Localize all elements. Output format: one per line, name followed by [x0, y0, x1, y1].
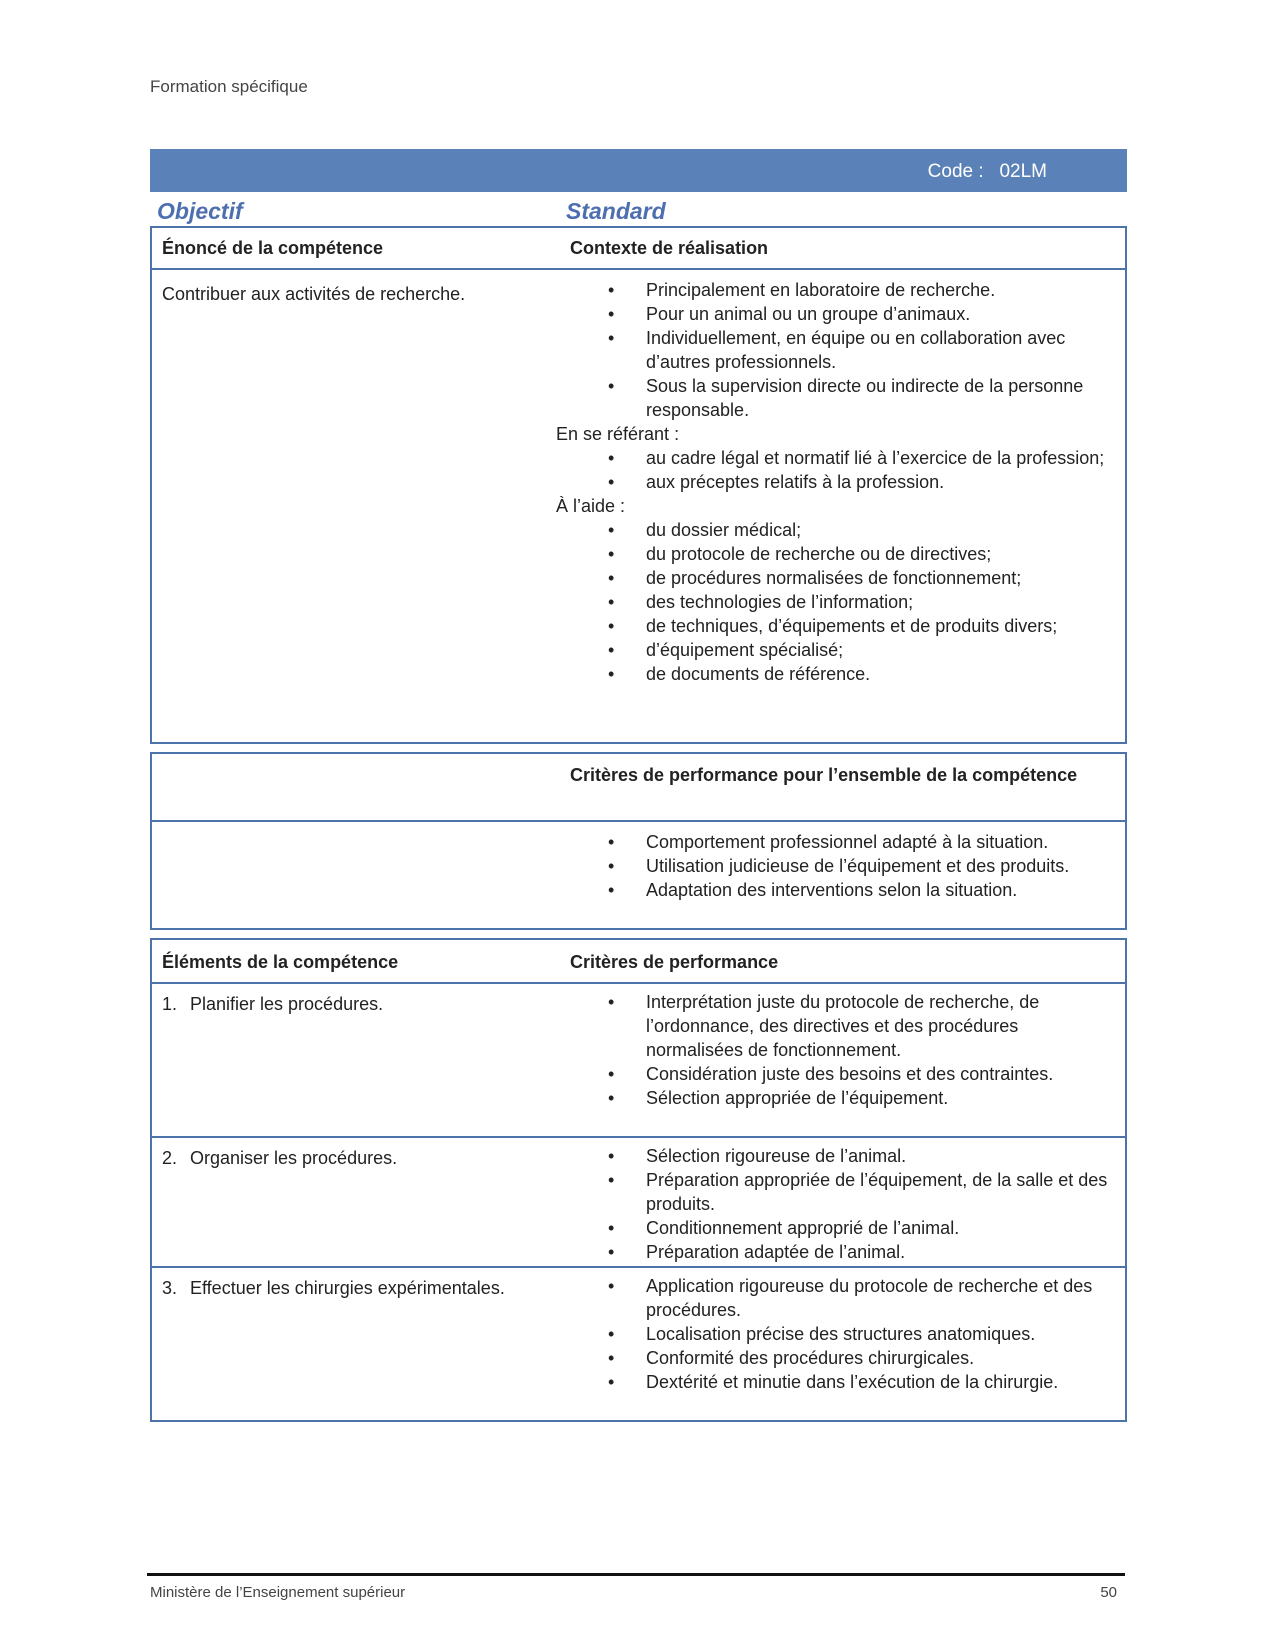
list-item: • du protocole de recherche ou de directives; [570, 542, 1110, 566]
overall-criteria-heading: Critères de performance pour l’ensemble de la compétence [570, 765, 1078, 785]
element-row [152, 1138, 1125, 1268]
list-item: • Adaptation des interventions selon la situation. [570, 878, 1110, 902]
competence-statement-section [150, 226, 1127, 744]
list-item: • de documents de référence. [570, 662, 1110, 686]
footer-rule [147, 1573, 1125, 1576]
element-item [162, 992, 570, 1016]
footer-ministry: Ministère de l’Enseignement supérieur [150, 1584, 406, 1601]
elements-heading: Éléments de la compétence [162, 952, 399, 972]
list-item: • de procédures normalisées de fonctionnement; [570, 566, 1110, 590]
list-item: • Pour un animal ou un groupe d’animaux. [570, 302, 1110, 326]
section-header [152, 940, 1125, 984]
criteria-item: • Conformité des procédures chirurgicales. [570, 1346, 1110, 1370]
list-item: • du dossier médical; [570, 518, 1110, 542]
criteria-list [570, 1274, 1110, 1394]
overall-criteria-block [570, 830, 1110, 902]
aid-list [570, 518, 1110, 686]
criteria-block [570, 1274, 1110, 1394]
list-item: • de techniques, d’équipements et de produits divers; [570, 614, 1110, 638]
objective-column-title: Objectif [157, 198, 243, 224]
list-item: • d’équipement spécialisé; [570, 638, 1110, 662]
criteria-heading: Critères de performance [570, 952, 779, 972]
overall-criteria-section [150, 752, 1127, 930]
overall-criteria-list [570, 830, 1110, 902]
elements-section [150, 938, 1127, 1422]
element-number: 3. [162, 1278, 178, 1298]
list-item: • au cadre légal et normatif lié à l’exercice de la profession; [570, 446, 1110, 470]
referring-list [570, 446, 1110, 494]
aid-label: À l’aide : [556, 496, 626, 516]
competence-statement-heading: Énoncé de la compétence [162, 238, 384, 258]
referring-label: En se référant : [556, 424, 680, 444]
standard-column-title: Standard [566, 198, 666, 224]
criteria-block [570, 990, 1110, 1110]
context-block [556, 278, 1110, 686]
criteria-item: • Application rigoureuse du protocole de recherche et des procédures. [570, 1274, 1110, 1322]
context-heading: Contexte de réalisation [570, 238, 769, 258]
criteria-item: • Sélection rigoureuse de l’animal. [570, 1144, 1110, 1168]
criteria-list [570, 990, 1110, 1110]
criteria-item: • Préparation appropriée de l’équipement, de la salle et des produits. [570, 1168, 1110, 1216]
element-text: Organiser les procédures. [190, 1148, 398, 1168]
criteria-item: • Sélection appropriée de l’équipement. [570, 1086, 1110, 1110]
element-text: Effectuer les chirurgies expérimentales. [190, 1278, 505, 1298]
criteria-item: • Considération juste des besoins et des contraintes. [570, 1062, 1110, 1086]
context-list [570, 278, 1110, 422]
element-text: Planifier les procédures. [190, 994, 384, 1014]
list-item: • Sous la supervision directe ou indirecte de la personne responsable. [570, 374, 1110, 422]
element-item [162, 1146, 570, 1170]
element-row [152, 984, 1125, 1138]
section-header [152, 228, 1125, 270]
list-item: • aux préceptes relatifs à la profession. [570, 470, 1110, 494]
code-bar [150, 149, 1127, 192]
elements-rows [152, 984, 1125, 1422]
section-header [152, 754, 1125, 822]
competence-statement: Contribuer aux activités de recherche. [162, 284, 466, 304]
competency-code: Code : 02LM [927, 161, 1047, 182]
element-item [162, 1276, 570, 1300]
document-header-label: Formation spécifique [150, 77, 308, 96]
criteria-list [570, 1144, 1110, 1264]
page-number: 50 [1100, 1584, 1117, 1601]
element-row [152, 1268, 1125, 1422]
criteria-item: • Préparation adaptée de l’animal. [570, 1240, 1110, 1264]
criteria-item: • Localisation précise des structures anatomiques. [570, 1322, 1110, 1346]
list-item: • des technologies de l’information; [570, 590, 1110, 614]
criteria-item: • Dextérité et minutie dans l’exécution de la chirurgie. [570, 1370, 1110, 1394]
element-number: 2. [162, 1148, 178, 1168]
criteria-item: • Interprétation juste du protocole de recherche, de l’ordonnance, des directives et des procédures normalisées de fonctionnement. [570, 990, 1110, 1062]
list-item: • Comportement professionnel adapté à la situation. [570, 830, 1110, 854]
criteria-item: • Conditionnement approprié de l’animal. [570, 1216, 1110, 1240]
criteria-block [570, 1144, 1110, 1264]
element-number: 1. [162, 994, 178, 1014]
list-item: • Principalement en laboratoire de recherche. [570, 278, 1110, 302]
list-item: • Utilisation judicieuse de l’équipement et des produits. [570, 854, 1110, 878]
list-item: • Individuellement, en équipe ou en collaboration avec d’autres professionnels. [570, 326, 1110, 374]
